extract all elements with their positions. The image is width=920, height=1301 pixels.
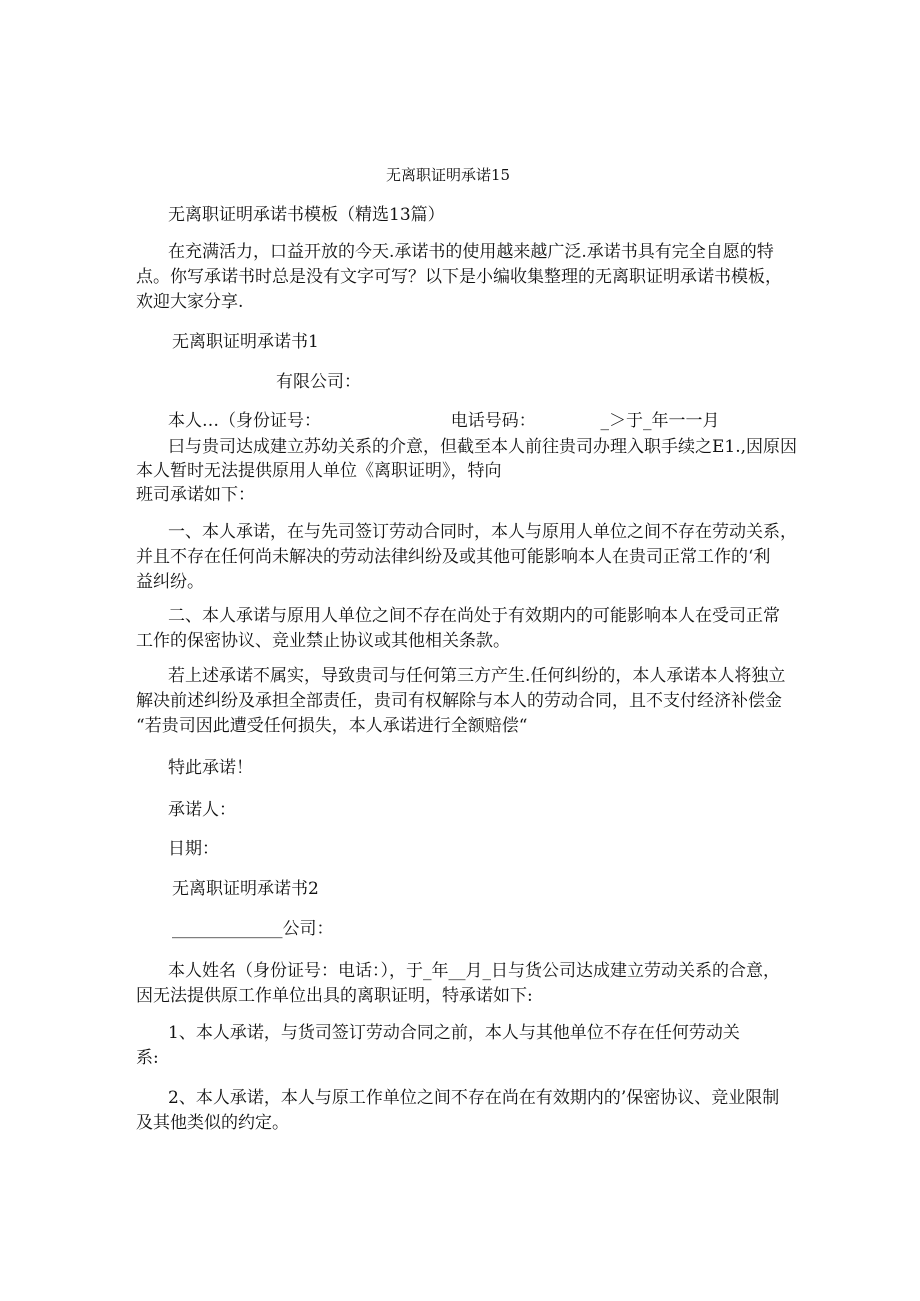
section-2-clause-2: 及其他类似的约定。 [136, 1113, 289, 1133]
section-2-body-line: 因无法提供原工作单位出具的离职证明，特承诺如下: [136, 986, 533, 1006]
section-1-clause-1: 一、本人承诺，在与先司签订劳动合同时，本人与原用人单位之间不存在劳动关系， [168, 522, 797, 542]
section-1-clause-3: 若上述承诺不属实，导致贵司与任何第三方产生.任何纠纷的，本人承诺本人将独立 [168, 666, 786, 686]
section-1-clause-1: 益纠纷。 [136, 572, 204, 592]
section-2-company: _____________公司： [172, 919, 334, 939]
section-1-clause-1: 并且不存在任何尚未解决的劳动法律纠纷及或其他可能影响本人在贵司正常工作的‘利 [136, 547, 771, 567]
document-subtitle: 无离职证明承诺书模板（精选13篇） [168, 205, 445, 225]
section-1-clause-2: 二、本人承诺与原用人单位之间不存在尚处于有效期内的可能影响本人在受司正常 [168, 606, 780, 626]
section-2-body-line: 本人姓名（身份证号：电话：），于_年__月_日与货公司达成建立劳动关系的合意， [168, 961, 780, 981]
section-1-signer: 承诺人： [168, 800, 236, 820]
section-1-clause-3: “若贵司因此遭受任何损失，本人承诺进行全额赔偿“ [136, 716, 528, 736]
intro-line: 在充满活力，口益开放的今天.承诺书的使用越来越广泛.承诺书具有完全自愿的特 [168, 242, 774, 262]
section-2-heading: 无离职证明承诺书2 [172, 879, 319, 899]
section-2-clause-1: 1、本人承诺，与货司签订劳动合同之前，本人与其他单位不存在任何劳动关 [168, 1023, 740, 1043]
intro-line: 欢迎大家分享. [136, 292, 244, 312]
section-1-clause-2: 工作的保密协议、竞业禁止协议或其他相关条款。 [136, 631, 510, 651]
intro-line: 点。你写承诺书时总是没有文字可写？以下是小编收集整理的无离职证明承诺书模板， [136, 267, 782, 287]
section-1-body-line: 本人暂时无法提供原用人单位《离职证明》，特向 [136, 461, 502, 481]
section-1-company: 有限公司： [276, 372, 361, 392]
document-title: 无离职证明承诺15 [386, 166, 511, 184]
section-1-body-line: 班司承诺如下： [136, 485, 255, 505]
section-1-date: 日期： [168, 839, 219, 859]
section-1-clause-3: 解决前述纠纷及承担全部责任，贵司有权解除与本人的劳动合同，且不支付经济补偿金 [136, 691, 782, 711]
section-1-closing: 特此承诺！ [168, 758, 253, 778]
section-2-clause-1: 系: [136, 1048, 159, 1068]
section-2-clause-2: 2、本人承诺，本人与原工作单位之间不存在尚在有效期内的’保密协议、竞业限制 [168, 1088, 780, 1108]
section-1-body-line: 曰与贵司达成建立苏幼关系的介意，但截至本人前往贵司办理入职手续之E1.,因原因 [168, 437, 798, 457]
section-1-body-line: 本人…（身份证号： 电话号码： _＞于_年一一月 [168, 411, 720, 431]
section-1-heading: 无离职证明承诺书1 [172, 332, 319, 352]
